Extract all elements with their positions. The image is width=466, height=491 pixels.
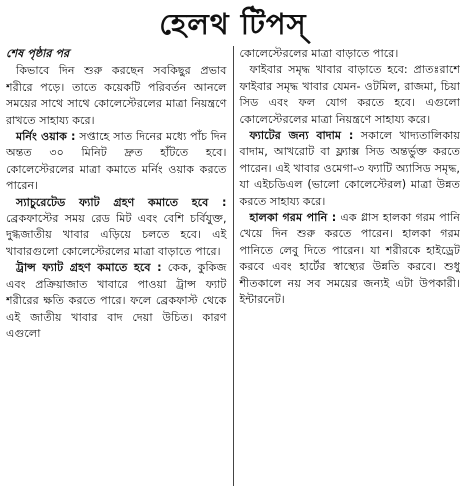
trans-fat-text: কেক, কুকিজ এবং প্রক্রিয়াজাত খাবারে পাওয়া ট্রান্স ফ্যাট শরীরের ক্ষতি করতে পারে। ফলে ব্রেকফাস্ট থেকে এই জাতীয় খাবার বাদ দেয়া উচিত। কারণ এগুলো bbox=[6, 261, 227, 340]
warm-water-paragraph bbox=[240, 210, 461, 308]
morning-walk-paragraph bbox=[6, 129, 227, 195]
trans-fat-heading: ট্রান্স ফ্যাট গ্রহণ কমাতে হবে : bbox=[16, 261, 162, 275]
carryover-line: কোলেস্টেরলের মাত্রা বাড়াতে পারে। bbox=[239, 47, 399, 60]
intro-paragraph: কিভাবে দিন শুরু করছেন সবকিছুর প্রভাব শরীরে পড়ে। তাতে কয়েকটি পরিবর্তন আনলে সময়ের সাথে সাথে কোলেস্টেরলের মাত্রা নিয়ন্ত্রণে রাখতে সাহায্য করে। bbox=[6, 64, 227, 127]
headline: হেলথ টিপস্ bbox=[159, 7, 307, 41]
saturated-fat-paragraph bbox=[6, 195, 227, 261]
continued-label: শেষ পৃষ্ঠার পর bbox=[6, 47, 70, 60]
saturated-fat-heading: স্যাচুরেটেড ফ্যাট গ্রহণ কমাতে হবে : bbox=[16, 195, 227, 209]
article-columns bbox=[6, 46, 460, 486]
warm-water-text: এক গ্লাস হালকা গরম পানি খেয়ে দিন শুরু করতে পারেন। হালকা গরম পানিতে লেবু দিতে পারেন। যা শরীরকে হাইড্রেট করবে এবং হার্টের স্বাস্থ্যের উন্নতি করবে। শুধু শীতকালে নয় সব সময়ের জন্যই এটা উপকারী। ইন্টারনেট। bbox=[239, 211, 460, 307]
almond-text: সকালে খাদ্যতালিকায় বাদাম, আখরোট বা ফ্ল্যাক্স সিড অন্তর্ভুক্ত করতে পারেন। এই খাবার ওমেগা-৩ ফ্যাটি অ্যাসিড সমৃদ্ধ, যা এইচডিএল (ভালো কোলেস্টেরল) মাত্রা উন্নত করতে সাহায্য করে। bbox=[239, 129, 460, 208]
saturated-fat-text: ব্রেকফাস্টের সময় রেড মিট এবং বেশি চর্বিযুক্ত, দুগ্ধজাতীয় খাবার এড়িয়ে চলতে হবে। এই খাবারগুলো কোলেস্টেরলের মাত্রা বাড়াতে পারে। bbox=[6, 212, 227, 258]
almond-paragraph bbox=[240, 128, 461, 210]
morning-walk-heading: মর্নিং ওয়াক : bbox=[16, 130, 76, 144]
morning-walk-text: সপ্তাহে সাত দিনের মধ্যে পাঁচ দিন অন্তত ৩০ মিনিট দ্রুত হাঁটতে হবে। কোলেস্টেরলের মাত্রা কমাতে মর্নিং ওয়াক করতে পারেন। bbox=[6, 130, 227, 193]
right-column bbox=[233, 46, 461, 486]
trans-fat-paragraph bbox=[6, 260, 227, 342]
fiber-paragraph: ফাইবার সমৃদ্ধ খাবার বাড়াতে হবে: প্রাতঃরাশে ফাইবার সমৃদ্ধ খাবার যেমন- ওটমিল, রাজমা, চিয়া সিড এবং ফল যোগ করতে হবে। এগুলো কোলেস্টেরলের মাত্রা নিয়ন্ত্রণে সাহায্য করে। bbox=[239, 63, 460, 126]
warm-water-heading: হালকা গরম পানি : bbox=[249, 211, 337, 225]
left-column bbox=[6, 46, 233, 486]
almond-heading: ফ্যাটের জন্য বাদাম : bbox=[249, 129, 354, 143]
